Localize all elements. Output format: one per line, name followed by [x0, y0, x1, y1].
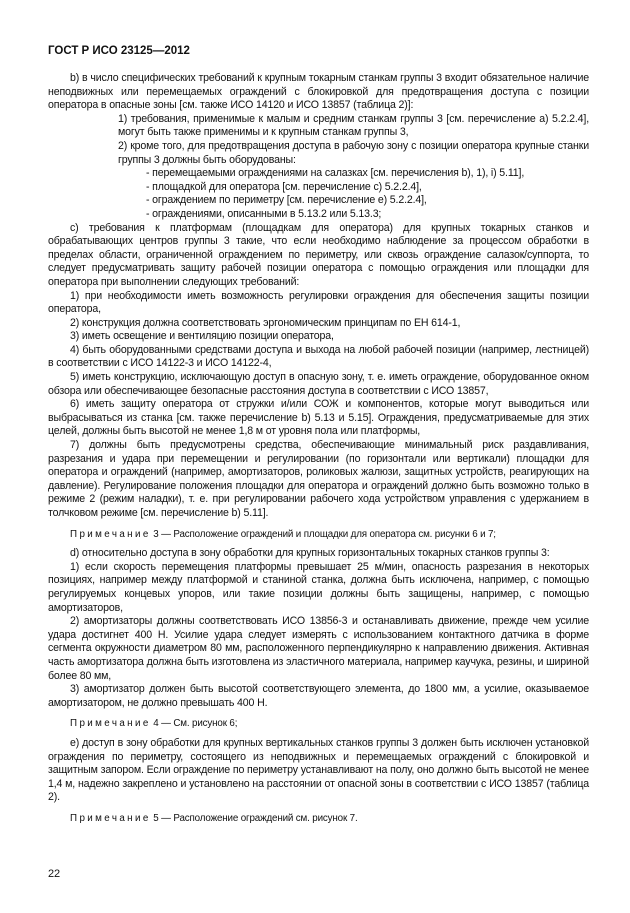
- section-d-item-2: 2) амортизаторы должны соответствовать ИСО 13856-3 и останавливать движение, прежде чем усилие удара достигнет 400 Н. Усилие удара следует измерять с использованием контактного датчика в форме сегмента окружности диаметром 80 мм, расположенного перпендикулярно к направлению движения. Активная часть амортизатора должна быть изготовлена из эластичного материала, например каучука, резины, и шириной более 80 мм,: [48, 615, 589, 682]
- page-number: 22: [48, 868, 60, 880]
- section-c-item-4: 4) быть оборудованными средствами доступа и выхода на любой рабочей позиции (например, лестницей) в соответствии с ИСО 14122-3 и ИСО 14122-4,: [48, 343, 589, 370]
- section-e-text: е) доступ в зону обработки для крупных вертикальных станков группы 3 должен быть исключен установкой ограждения по периметру, состоящего из неподвижных и перемещаемых ограждений с блокировкой и защитным запором. Если ограждение по периметру устанавливают на полу, оно должно быть высотой не менее 1,4 м, надежно закреплено и установлено на расстоянии от опасной зоны в соответствии с ИСО 13857 (таблица 2).: [48, 736, 589, 804]
- section-c-item-1: 1) при необходимости иметь возможность регулировки ограждения для обеспечения защиты позиции оператора,: [48, 289, 589, 316]
- section-b-item-1: 1) требования, применимые к малым и средним станкам группы 3 [см. перечисление а) 5.2.2.4], могут быть также применимы и к крупным станкам группы 3,: [118, 112, 589, 139]
- section-b-dash-4: - ограждениями, описанными в 5.13.2 или 5.13.3;: [146, 207, 382, 220]
- section-c-item-3: 3) иметь освещение и вентиляцию позиции оператора,: [70, 330, 334, 343]
- section-d-item-3: 3) амортизатор должен быть высотой соответствующего элемента, до 1800 мм, а усилие, оказываемое амортизатором, не должно превышать 400 Н.: [48, 683, 589, 709]
- note-5: [48, 812, 589, 826]
- section-c-intro: с) требования к платформам (площадкам для оператора) для крупных токарных станков и обрабатывающих центров группы 3 такие, что если необходимо наблюдение за процессом обработки в пределах области, ограниченной ограждением по периметру, или сквозь ограждение салазок/суппорта, то следует предусматривать защиту рабочей позиции оператора с помощью ограждения или площадки для оператора при выполнении следующих требований:: [48, 221, 589, 288]
- note-5-label: Примечание: [70, 812, 151, 824]
- note-4-label: Примечание: [70, 718, 151, 730]
- note-3-label: Примечание: [70, 528, 151, 540]
- document-body: [48, 72, 589, 831]
- section-c-item-5: 5) иметь конструкцию, исключающую доступ в опасную зону, т. е. иметь ограждение, оборудованное окном обзора или обеспечивающее безопасные расстояния доступа в соответствии с ИСО 13857,: [48, 371, 589, 397]
- note-3: [48, 528, 589, 542]
- note-4-text: 4 — См. рисунок 6;: [150, 718, 238, 730]
- section-b-dash-3: - ограждением по периметру [см. перечисление е) 5.2.2.4],: [146, 194, 427, 207]
- section-c-item-6: 6) иметь защиту оператора от стружки и/или СОЖ и компонентов, которые могут выводиться или выбрасываться из станка [см. также перечисление b) 5.13 и 5.15]. Ограждения, предусматриваемые для этих целей, должны быть высотой не менее 1,8 м от уровня пола или платформы,: [48, 398, 589, 438]
- section-c-item-7: 7) должны быть предусмотрены средства, обеспечивающие минимальный риск раздавливания, разрезания и удара при перемещении и регулировании (по горизонтали или вертикали) площадки для оператора и ограждений (например, амортизаторов, роликовых жалюзи, защитных устройств, реагирующих на давление). Регулирование положения площадки для оператора и ограждений должно быть возможно только в режиме 2 (режим наладки), т. е. при регулировании рабочего хода устройством управления с удержанием в толчковом режиме [см. перечисление b) 5.11].: [48, 439, 589, 519]
- document-header: ГОСТ Р ИСО 23125—2012: [48, 45, 190, 57]
- note-3-text: 3 — Расположение ограждений и площадки для оператора см. рисунки 6 и 7;: [150, 528, 496, 540]
- section-b-dash-2: - площадкой для оператора [см. перечисление с) 5.2.2.4],: [146, 180, 422, 193]
- section-c-item-2: 2) конструкция должна соответствовать эргономическим принципам по ЕН 614-1,: [70, 316, 461, 329]
- section-b-item-2: 2) кроме того, для предотвращения доступа в рабочую зону с позиции оператора крупные станки группы 3 должны быть оборудованы:: [118, 139, 589, 166]
- section-d-intro: d) относительно доступа в зону обработки для крупных горизонтальных токарных станков группы 3:: [70, 547, 550, 560]
- section-d-item-1: 1) если скорость перемещения платформы превышает 25 м/мин, опасность разрезания в некоторых позициях, например между платформой и станиной станка, должна быть исключена, например, с помощью регулируемых концевых упоров, или такие позиции должны быть защищены, например, с помощью амортизаторов,: [48, 560, 589, 614]
- note-4: [48, 717, 589, 731]
- note-5-text: 5 — Расположение ограждений см. рисунок 7.: [150, 812, 358, 824]
- section-b-dash-1: - перемещаемыми ограждениями на салазках [см. перечисления b), 1), i) 5.11],: [146, 167, 525, 180]
- section-b-intro: b) в число специфических требований к крупным токарным станкам группы 3 входит обязательное наличие неподвижных или перемещаемых ограждений с блокировкой для предотвращения доступа с позиции оператора в опасные зоны [см. также ИСО 14120 и ИСО 13857 (таблица 2)]:: [48, 72, 589, 112]
